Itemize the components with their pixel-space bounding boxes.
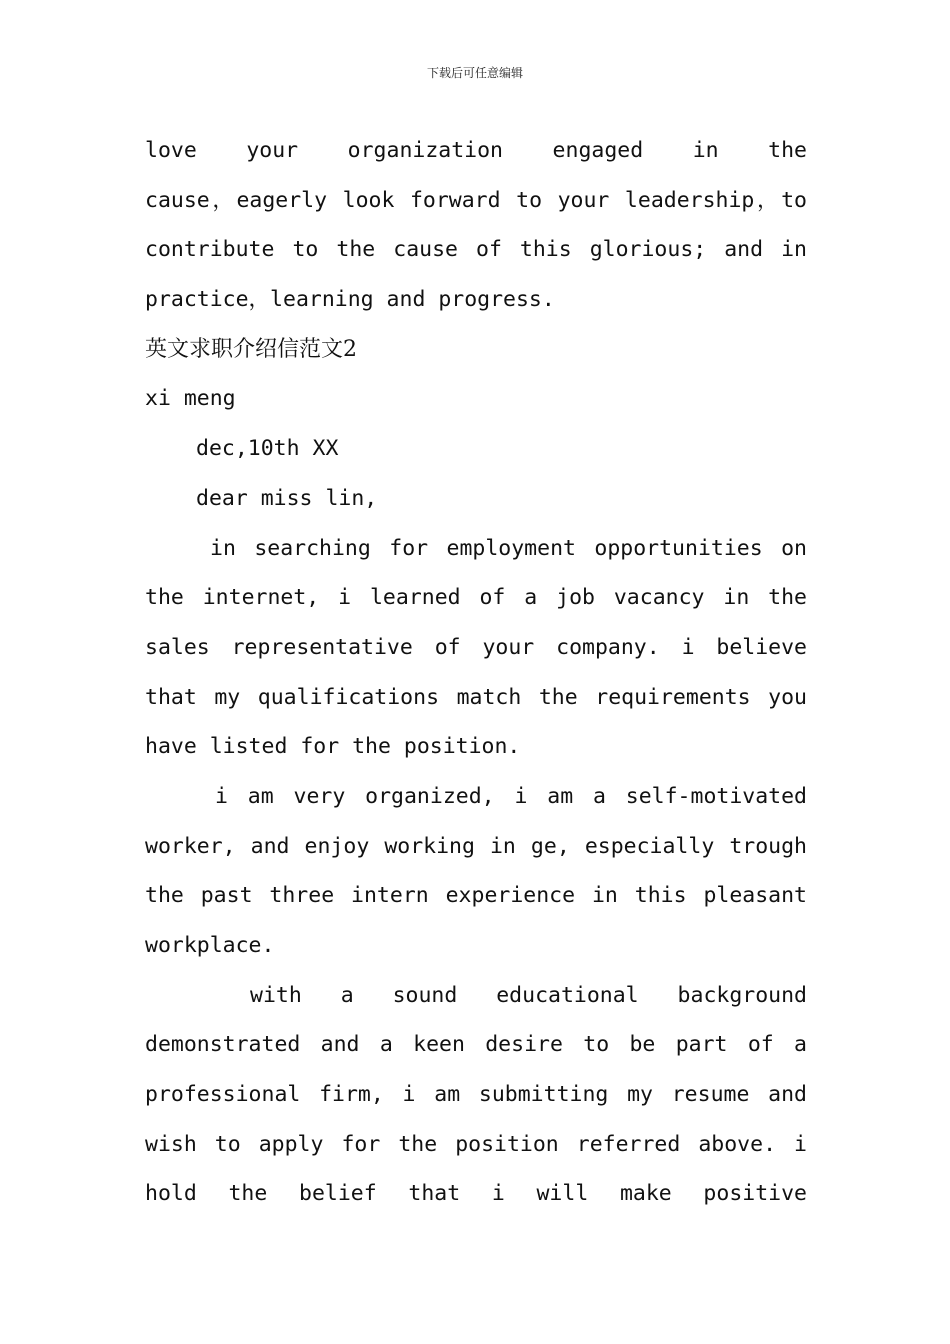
paragraph-line: sales representative of your company. i believe	[145, 634, 807, 660]
page-header: 下载后可任意编辑	[426, 66, 523, 80]
section-heading: 英文求职介绍信范文2	[145, 336, 357, 362]
text-line: cause，eagerly look forward to your leadership，to	[145, 187, 807, 213]
paragraph-line: demonstrated and a keen desire to be part of a	[145, 1032, 807, 1058]
letter-date: dec,10th XX	[196, 436, 339, 462]
paragraph-line: the past three intern experience in this pleasant	[145, 883, 807, 909]
paragraph-line: with a sound educational background	[250, 982, 807, 1008]
text-line: love your organization engaged in the	[145, 138, 807, 163]
paragraph-line: worker, and enjoy working in ge, especially trough	[145, 833, 807, 859]
salutation: dear miss lin,	[196, 485, 378, 511]
paragraph-line: professional firm, i am submitting my resume and	[145, 1082, 807, 1108]
sender-name: xi meng	[145, 386, 236, 412]
paragraph-line: the internet, i learned of a job vacancy in the	[145, 585, 807, 611]
text-line: contribute to the cause of this glorious; and in	[145, 237, 807, 263]
paragraph-line: hold the belief that i will make positive	[145, 1181, 807, 1207]
letter-body	[145, 126, 807, 1219]
paragraph-line: wish to apply for the position referred above. i	[145, 1131, 807, 1157]
paragraph-line: in searching for employment opportunities on	[210, 535, 807, 561]
text-line: practice，learning and progress.	[145, 287, 555, 313]
paragraph-line: i am very organized, i am a self-motivated	[215, 783, 807, 809]
paragraph-line: workplace.	[145, 933, 275, 958]
paragraph-line: have listed for the position.	[145, 734, 521, 760]
paragraph-line: that my qualifications match the requirements you	[145, 684, 807, 710]
